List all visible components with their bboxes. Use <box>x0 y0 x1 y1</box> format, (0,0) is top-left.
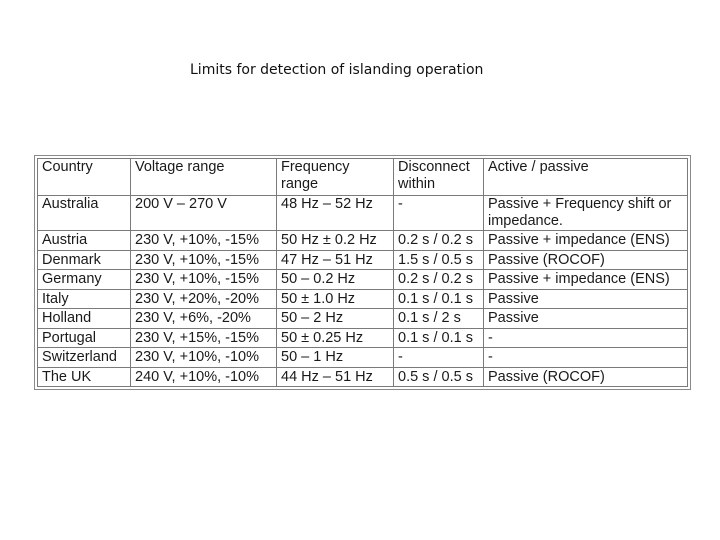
table-row <box>38 348 688 368</box>
cell-frequency: 50 – 2 Hz <box>277 309 394 329</box>
table-row <box>38 231 688 251</box>
cell-active-passive: - <box>484 348 688 368</box>
cell-disconnect: 0.5 s / 0.5 s <box>394 367 484 387</box>
cell-country: Australia <box>38 196 131 231</box>
slide-title: Limits for detection of islanding operation <box>190 62 484 78</box>
cell-active-passive: Passive (ROCOF) <box>484 250 688 270</box>
cell-country: Portugal <box>38 328 131 348</box>
table-row <box>38 196 688 231</box>
cell-disconnect: - <box>394 196 484 231</box>
cell-voltage: 230 V, +20%, -20% <box>131 289 277 309</box>
header-country: Country <box>38 159 131 196</box>
cell-disconnect: 0.1 s / 2 s <box>394 309 484 329</box>
cell-voltage: 200 V – 270 V <box>131 196 277 231</box>
table-row <box>38 289 688 309</box>
table-header-row <box>38 159 688 196</box>
cell-country: The UK <box>38 367 131 387</box>
cell-disconnect: 1.5 s / 0.5 s <box>394 250 484 270</box>
cell-voltage: 230 V, +10%, -15% <box>131 270 277 290</box>
cell-active-passive: Passive (ROCOF) <box>484 367 688 387</box>
islanding-limits-table <box>37 158 688 387</box>
cell-active-passive: Passive + impedance (ENS) <box>484 231 688 251</box>
header-frequency-range: Frequency range <box>277 159 394 196</box>
cell-frequency: 50 ± 0.25 Hz <box>277 328 394 348</box>
cell-frequency: 50 – 1 Hz <box>277 348 394 368</box>
cell-disconnect: 0.1 s / 0.1 s <box>394 328 484 348</box>
cell-country: Switzerland <box>38 348 131 368</box>
islanding-limits-table-frame <box>34 155 691 390</box>
cell-frequency: 50 ± 1.0 Hz <box>277 289 394 309</box>
table-row <box>38 309 688 329</box>
cell-country: Holland <box>38 309 131 329</box>
cell-active-passive: Passive + impedance (ENS) <box>484 270 688 290</box>
cell-voltage: 230 V, +15%, -15% <box>131 328 277 348</box>
cell-voltage: 230 V, +10%, -15% <box>131 250 277 270</box>
cell-voltage: 230 V, +6%, -20% <box>131 309 277 329</box>
cell-frequency: 47 Hz – 51 Hz <box>277 250 394 270</box>
cell-frequency: 44 Hz – 51 Hz <box>277 367 394 387</box>
cell-voltage: 230 V, +10%, -10% <box>131 348 277 368</box>
cell-voltage: 230 V, +10%, -15% <box>131 231 277 251</box>
cell-disconnect: - <box>394 348 484 368</box>
cell-active-passive: Passive <box>484 309 688 329</box>
cell-country: Italy <box>38 289 131 309</box>
cell-country: Germany <box>38 270 131 290</box>
cell-active-passive: Passive + Frequency shift or impedance. <box>484 196 688 231</box>
cell-active-passive: - <box>484 328 688 348</box>
cell-active-passive: Passive <box>484 289 688 309</box>
cell-disconnect: 0.1 s / 0.1 s <box>394 289 484 309</box>
table-row <box>38 250 688 270</box>
cell-disconnect: 0.2 s / 0.2 s <box>394 270 484 290</box>
cell-country: Denmark <box>38 250 131 270</box>
cell-voltage: 240 V, +10%, -10% <box>131 367 277 387</box>
cell-frequency: 50 Hz ± 0.2 Hz <box>277 231 394 251</box>
table-row <box>38 367 688 387</box>
cell-frequency: 50 – 0.2 Hz <box>277 270 394 290</box>
header-voltage-range: Voltage range <box>131 159 277 196</box>
cell-disconnect: 0.2 s / 0.2 s <box>394 231 484 251</box>
header-active-passive: Active / passive <box>484 159 688 196</box>
table-row <box>38 328 688 348</box>
cell-country: Austria <box>38 231 131 251</box>
header-disconnect-within: Disconnect within <box>394 159 484 196</box>
cell-frequency: 48 Hz – 52 Hz <box>277 196 394 231</box>
table-row <box>38 270 688 290</box>
